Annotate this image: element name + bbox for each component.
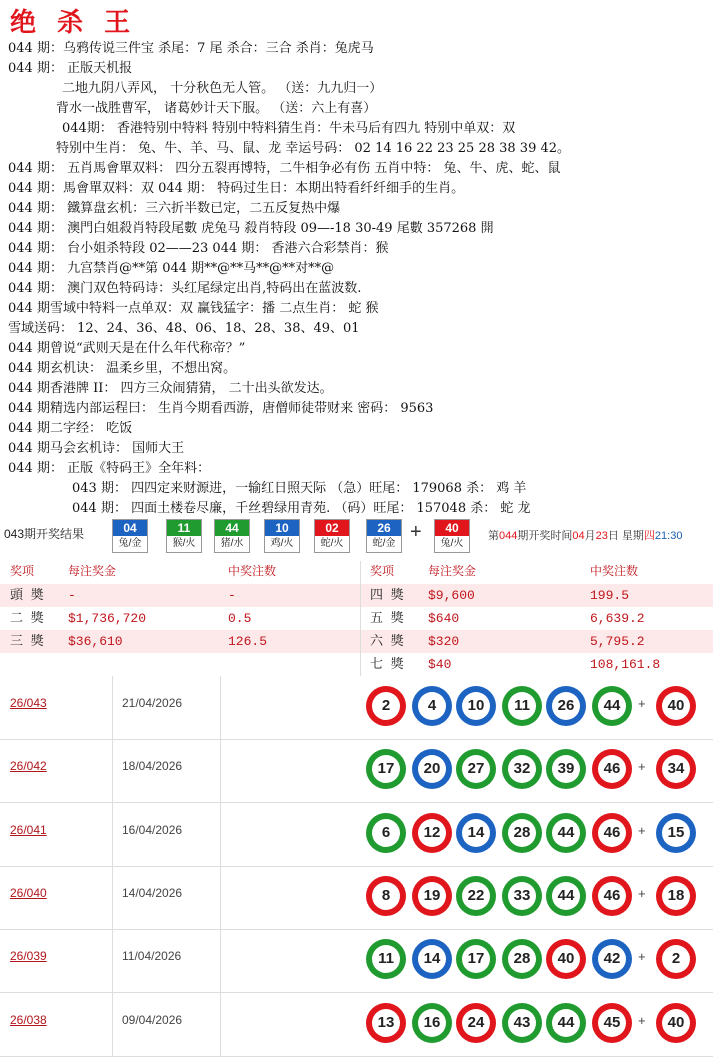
- prize-table-cell: 0.5: [228, 611, 252, 626]
- history-special-ball: [656, 876, 696, 916]
- history-ball: [502, 686, 542, 726]
- history-ball-number: 4: [418, 692, 446, 720]
- history-ball: [412, 813, 452, 853]
- history-ball-number: 24: [462, 1009, 490, 1037]
- history-column-divider: [112, 993, 113, 1056]
- history-row: [0, 739, 713, 803]
- history-ball-number: 28: [508, 945, 536, 973]
- ball-number: 04: [113, 520, 147, 536]
- history-ball: [366, 876, 406, 916]
- history-ball: [456, 813, 496, 853]
- history-date: 16/04/2026: [122, 822, 183, 837]
- history-special-ball: [656, 813, 696, 853]
- result-ball: [366, 519, 402, 553]
- prize-table-header-cell: 奖项: [370, 565, 395, 579]
- ball-zodiac: 兔/火: [440, 538, 464, 549]
- history-ball: [366, 749, 406, 789]
- history-ball-number: 40: [552, 945, 580, 973]
- history-ball: [592, 749, 632, 789]
- history-ball-number: 17: [462, 945, 490, 973]
- prediction-line: 背水一战胜曹军， 诸葛妙计天下服。 （送：六上有喜）: [56, 101, 377, 116]
- history-plus-sign: +: [638, 1012, 646, 1028]
- prize-table-cell: 頭 奬: [10, 588, 44, 603]
- draw-history: [0, 676, 713, 1056]
- ball-zodiac: 蛇/火: [320, 538, 344, 549]
- history-ball-number: 26: [552, 692, 580, 720]
- prediction-line: 044 期马会玄机诗： 国师大王: [8, 441, 185, 456]
- history-special-ball: [656, 749, 696, 789]
- prediction-line: 044 期雪域中特料一点单双：双 赢钱猛字：播 二点生肖： 蛇 猴: [8, 301, 379, 316]
- prediction-line: 044 期： 正版《特码王》全年料：: [8, 461, 211, 476]
- result-ball: [314, 519, 350, 553]
- prediction-line: 044 期： 五肖馬會單双料： 四分五裂再博特，二牛相争必有伤 五肖中特： 兔、牛、虎、蛇、鼠: [8, 161, 561, 176]
- history-column-divider: [220, 803, 221, 866]
- history-date: 18/04/2026: [122, 759, 183, 774]
- history-ball: [366, 1003, 406, 1043]
- draw-result-label: 043期开奖结果: [4, 527, 85, 541]
- prediction-line: 特别中生肖： 兔、牛、羊、马、鼠、龙 幸运号码： 02 14 16 22 23 25 28 38 39 42。: [56, 141, 571, 156]
- history-date: 11/04/2026: [122, 949, 182, 964]
- prize-table: [0, 561, 713, 676]
- history-ball-number: 45: [598, 1009, 626, 1037]
- page-title: 绝 杀 王: [10, 8, 137, 38]
- result-ball: [112, 519, 148, 553]
- history-special-ball: [656, 686, 696, 726]
- prediction-line: 044 期： 四面土楼卷尽廉，千丝碧绿用青苑. （码）旺尾： 157048 杀： 蛇 龙: [72, 501, 531, 516]
- history-special-number: 34: [662, 755, 690, 783]
- history-ball: [502, 749, 542, 789]
- prediction-line: 044 期： 九宫禁肖@**第 044 期**@**马**@**对**@: [8, 261, 335, 276]
- result-ball: [214, 519, 250, 553]
- history-ball: [592, 876, 632, 916]
- prize-table-cell: $320: [428, 634, 460, 649]
- ball-zodiac: 蛇/金: [372, 538, 396, 549]
- prize-table-cell: 六 獎: [370, 634, 404, 649]
- history-ball: [412, 686, 452, 726]
- history-ball: [546, 686, 586, 726]
- prize-table-cell: -: [228, 588, 236, 603]
- history-ball-number: 44: [552, 882, 580, 910]
- history-ball-number: 44: [598, 692, 626, 720]
- history-ball-number: 33: [508, 882, 536, 910]
- history-column-divider: [220, 866, 221, 929]
- history-ball-number: 46: [598, 755, 626, 783]
- history-column-divider: [112, 866, 113, 929]
- history-row: [0, 803, 713, 867]
- history-ball: [546, 813, 586, 853]
- history-ball: [366, 939, 406, 979]
- history-ball-number: 22: [462, 882, 490, 910]
- prize-table-cell: 199.5: [590, 588, 630, 603]
- next-draw-time: 第044期开奖时间04月23日 星期四21:30: [488, 530, 683, 542]
- history-ball: [412, 939, 452, 979]
- prediction-line: 044 期玄机诀： 温柔乡里，不想出窝。: [8, 361, 237, 376]
- prize-table-divider: [360, 561, 361, 676]
- history-column-divider: [220, 676, 221, 739]
- history-ball: [456, 1003, 496, 1043]
- prize-table-header: [0, 561, 713, 584]
- history-period-link[interactable]: 26/040: [10, 885, 47, 900]
- history-ball: [456, 939, 496, 979]
- history-column-divider: [112, 803, 113, 866]
- history-ball: [502, 876, 542, 916]
- prediction-line: 044 期： 澳門白姐殺肖特段尾數 虎兔马 殺肖特段 09—-18 30-49 尾數 357268 開: [8, 221, 494, 236]
- prediction-line: 044 期：馬會單双料：双 044 期： 特码过生日：本期出特看纤纤细手的生肖。: [8, 181, 465, 196]
- prize-table-row: [360, 653, 713, 676]
- ball-zodiac: 兔/金: [118, 538, 142, 549]
- history-ball-number: 14: [462, 819, 490, 847]
- history-ball: [546, 1003, 586, 1043]
- history-plus-sign: +: [638, 822, 646, 838]
- ball-number: 44: [215, 520, 249, 536]
- ball-zodiac: 猴/火: [172, 538, 196, 549]
- history-ball: [412, 1003, 452, 1043]
- prize-table-cell: $9,600: [428, 588, 475, 603]
- prize-table-cell: 五 獎: [370, 611, 404, 626]
- history-column-divider: [220, 739, 221, 802]
- history-row: [0, 866, 713, 930]
- history-ball: [502, 1003, 542, 1043]
- history-ball: [546, 876, 586, 916]
- history-ball-number: 32: [508, 755, 536, 783]
- history-ball: [412, 749, 452, 789]
- ball-number: 10: [265, 520, 299, 536]
- prediction-line: 044 期： 台小姐杀特段 02——23 044 期： 香港六合彩禁肖：猴: [8, 241, 389, 256]
- prize-table-cell: $1,736,720: [68, 611, 147, 626]
- prize-table-header-cell: 每注奖金: [428, 565, 477, 579]
- history-special-number: 15: [662, 819, 690, 847]
- history-ball: [366, 813, 406, 853]
- history-plus-sign: +: [638, 949, 646, 965]
- prize-table-cell: 6,639.2: [590, 611, 645, 626]
- history-period-link[interactable]: 26/038: [10, 1012, 47, 1027]
- history-plus-sign: +: [638, 696, 646, 711]
- prize-table-header-cell: 奖项: [10, 565, 35, 579]
- history-ball: [456, 686, 496, 726]
- ball-zodiac: 鸡/火: [270, 538, 294, 549]
- prediction-line: 044 期香港牌 II： 四方三众闹猜猜， 二十出头欲发达。: [8, 381, 333, 396]
- prize-table-cell: 三 獎: [10, 634, 44, 649]
- history-ball-number: 10: [462, 692, 490, 720]
- draw-result-strip: [0, 519, 713, 553]
- history-ball-number: 12: [418, 819, 446, 847]
- prize-table-row: [0, 607, 713, 630]
- prediction-line: 044 期精选内部运程曰： 生肖今期看西游，唐僧师徒带财来 密码： 9563: [8, 401, 434, 416]
- history-period-link[interactable]: 26/039: [10, 949, 47, 964]
- history-ball-number: 44: [552, 819, 580, 847]
- history-period-link[interactable]: 26/043: [10, 696, 47, 710]
- history-row: [0, 676, 713, 740]
- history-column-divider: [220, 993, 221, 1056]
- history-ball: [456, 749, 496, 789]
- prize-table-row: [0, 584, 713, 607]
- prediction-line: 044 期二字经： 吃饭: [8, 421, 133, 436]
- prize-table-header-cell: 中奖注数: [228, 565, 277, 579]
- prize-table-cell: 108,161.8: [590, 657, 661, 672]
- history-special-number: 40: [662, 692, 690, 720]
- history-ball-number: 8: [372, 882, 400, 910]
- history-plus-sign: +: [638, 885, 646, 901]
- prize-table-cell: $36,610: [68, 634, 123, 649]
- history-special-number: 2: [662, 945, 690, 973]
- history-ball-number: 20: [418, 755, 446, 783]
- history-date: 21/04/2026: [122, 696, 183, 710]
- history-ball-number: 16: [418, 1009, 446, 1037]
- history-ball-number: 46: [598, 882, 626, 910]
- history-ball-number: 14: [418, 945, 446, 973]
- prediction-line: 044 期曾说“武则天是在什么年代称帝？”: [8, 341, 246, 356]
- history-ball-number: 2: [372, 692, 400, 720]
- prediction-line: 044期： 香港特别中特料 特别中特料猜生肖：牛未马后有四九 特别中单双：双: [62, 121, 516, 136]
- history-ball-number: 6: [372, 819, 400, 847]
- history-ball-number: 17: [372, 755, 400, 783]
- history-special-number: 18: [662, 882, 690, 910]
- result-ball: [264, 519, 300, 553]
- history-ball-number: 19: [418, 882, 446, 910]
- history-ball: [502, 813, 542, 853]
- prize-table-cell: $640: [428, 611, 460, 626]
- history-ball-number: 13: [372, 1009, 400, 1037]
- history-ball: [366, 686, 406, 726]
- history-date: 09/04/2026: [122, 1012, 183, 1027]
- history-column-divider: [220, 929, 221, 992]
- history-ball-number: 11: [372, 945, 400, 973]
- history-period-link[interactable]: 26/041: [10, 822, 47, 837]
- history-ball-number: 39: [552, 755, 580, 783]
- history-ball-number: 11: [508, 692, 536, 720]
- history-special-ball: [656, 1003, 696, 1043]
- history-ball-number: 28: [508, 819, 536, 847]
- plus-sign: +: [410, 521, 422, 543]
- prediction-line: 雪域送码： 12、24、36、48、06、18、28、38、49、01: [8, 321, 360, 336]
- prize-table-cell: 四 獎: [370, 588, 404, 603]
- prize-table-cell: 七 獎: [370, 657, 404, 672]
- ball-zodiac: 猪/水: [220, 538, 244, 549]
- history-period-link[interactable]: 26/042: [10, 759, 47, 774]
- history-ball: [592, 686, 632, 726]
- prediction-line: 二地九阴八弄风， 十分秋色无人管。 （送：九九归一）: [62, 81, 383, 96]
- prize-table-cell: 126.5: [228, 634, 268, 649]
- prize-table-header-cell: 每注奖金: [68, 565, 117, 579]
- ball-number: 40: [435, 520, 469, 536]
- history-column-divider: [112, 676, 113, 739]
- ball-number: 11: [167, 520, 201, 536]
- history-ball-number: 42: [598, 945, 626, 973]
- result-ball: [166, 519, 202, 553]
- special-ball: [434, 519, 470, 553]
- history-plus-sign: +: [638, 759, 646, 775]
- history-row: [0, 993, 713, 1057]
- prize-table-cell: -: [68, 588, 76, 603]
- history-ball: [592, 1003, 632, 1043]
- history-special-number: 40: [662, 1009, 690, 1037]
- prediction-line: 043 期： 四四定来财源进，一输红日照天际 （急）旺尾： 179068 杀： 鸡 羊: [72, 481, 527, 496]
- history-column-divider: [112, 739, 113, 802]
- history-ball: [592, 939, 632, 979]
- history-ball: [412, 876, 452, 916]
- history-special-ball: [656, 939, 696, 979]
- prediction-line: 044 期： 正版天机报: [8, 61, 133, 76]
- history-ball: [502, 939, 542, 979]
- prize-table-header-cell: 中奖注数: [590, 565, 639, 579]
- history-ball-number: 44: [552, 1009, 580, 1037]
- history-ball-number: 43: [508, 1009, 536, 1037]
- history-ball: [592, 813, 632, 853]
- prediction-line: 044 期：乌鸦传说三件宝 杀尾：7 尾 杀合：三合 杀肖：兔虎马: [8, 41, 374, 56]
- ball-number: 02: [315, 520, 349, 536]
- history-row: [0, 929, 713, 993]
- prize-table-row: [0, 630, 713, 653]
- history-ball: [546, 749, 586, 789]
- prediction-line: 044 期： 澳门双色特码诗：头红尾绿定出肖,特码出在蓝波数.: [8, 281, 362, 296]
- history-ball-number: 46: [598, 819, 626, 847]
- history-date: 14/04/2026: [122, 885, 183, 900]
- history-ball: [546, 939, 586, 979]
- prize-table-cell: 5,795.2: [590, 634, 645, 649]
- history-column-divider: [112, 929, 113, 992]
- prize-table-cell: 二 獎: [10, 611, 44, 626]
- prediction-line: 044 期： 鐵算盘玄机：三六折半数已定，二五反复热中爆: [8, 201, 341, 216]
- history-ball-number: 27: [462, 755, 490, 783]
- prize-table-cell: $40: [428, 657, 452, 672]
- ball-number: 26: [367, 520, 401, 536]
- history-ball: [456, 876, 496, 916]
